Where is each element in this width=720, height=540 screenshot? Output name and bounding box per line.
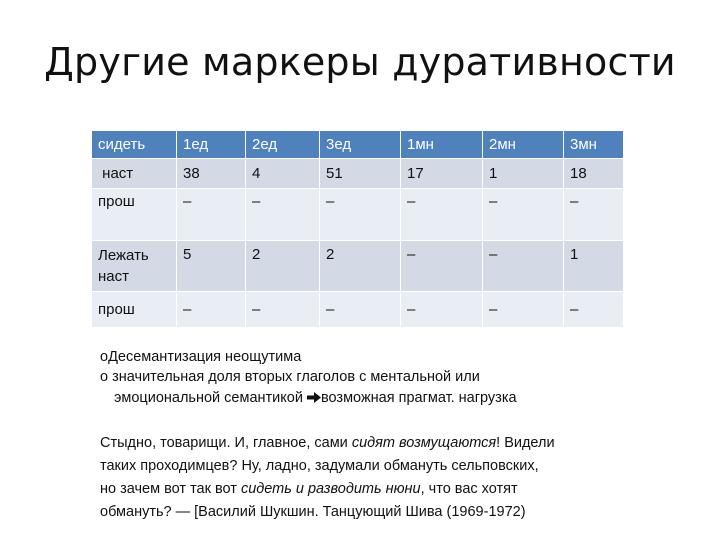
table-cell: 18 <box>564 158 624 188</box>
table-cell: 51 <box>320 158 401 188</box>
table-cell: – <box>320 291 401 327</box>
quote-emphasis: сидят возмущаются <box>351 435 497 451</box>
table-cell: прош <box>92 188 177 240</box>
table-cell: прош <box>92 291 177 327</box>
bullet-continuation <box>100 387 517 408</box>
quote-text: но зачем вот так вот <box>100 481 241 497</box>
table-header-row <box>92 131 623 158</box>
table-cell: 2 <box>246 240 320 291</box>
quote-emphasis: сидеть и разводить нюни <box>240 481 421 497</box>
table-cell: 1 <box>564 240 624 291</box>
bullet-list <box>100 347 517 408</box>
table-cell: – <box>177 188 246 240</box>
table-row <box>92 158 623 188</box>
verb-label: Лежать <box>98 246 149 264</box>
table-cell: – <box>483 291 564 327</box>
quote-text: , что вас хотят <box>420 481 518 497</box>
tense-label: наст <box>98 267 129 285</box>
quote-block <box>100 432 640 524</box>
table-cell: – <box>246 291 320 327</box>
header-cell: 3мн <box>564 131 624 158</box>
table-cell: 38 <box>177 158 246 188</box>
table-cell: наст <box>92 158 177 188</box>
table-cell: 1 <box>483 158 564 188</box>
table-cell: – <box>483 240 564 291</box>
table-row <box>92 291 623 327</box>
bullet-text: значительная доля вторых глаголов с ментальной или <box>112 369 480 385</box>
quote-line <box>100 432 640 455</box>
table-cell: – <box>401 188 483 240</box>
slide-title: Другие маркеры дуративности <box>44 40 676 84</box>
header-cell: сидеть <box>98 135 146 153</box>
conjugation-table <box>92 131 623 327</box>
table-cell: – <box>320 188 401 240</box>
header-cell: 3ед <box>320 131 401 158</box>
bullet-text: Десемантизация неощутима <box>108 349 302 365</box>
bullet-text: возможная прагмат. нагрузка <box>320 390 517 406</box>
table-cell <box>92 240 177 291</box>
table-cell: 4 <box>246 158 320 188</box>
table-cell: – <box>401 240 483 291</box>
bullet-text: эмоциональной семантикой <box>114 390 303 406</box>
right-arrow-icon <box>307 387 321 407</box>
quote-text: Стыдно, товарищи. И, главное, сами <box>100 435 352 451</box>
table-cell: – <box>401 291 483 327</box>
table-cell: – <box>483 188 564 240</box>
quote-line: таких проходимцев? Ну, ладно, задумали обмануть сельповских, <box>100 458 539 474</box>
table-cell: – <box>564 188 624 240</box>
header-cell: 2мн <box>483 131 564 158</box>
table-cell: – <box>246 188 320 240</box>
bullet-item <box>100 367 517 387</box>
bullet-marker: o <box>100 369 109 385</box>
quote-text: ! Видели <box>496 435 555 451</box>
header-cell: 1ед <box>177 131 246 158</box>
quote-line <box>100 478 640 501</box>
table-cell: 5 <box>177 240 246 291</box>
bullet-marker: o <box>100 349 109 365</box>
table-cell: 2 <box>320 240 401 291</box>
header-cell: 2ед <box>246 131 320 158</box>
bullet-item <box>100 347 517 367</box>
table-cell: 17 <box>401 158 483 188</box>
quote-line: обмануть? — [Василий Шукшин. Танцующий Шива (1969-1972) <box>100 504 526 520</box>
table-cell: – <box>564 291 624 327</box>
table-row <box>92 240 623 291</box>
header-cell: 1мн <box>401 131 483 158</box>
table-row <box>92 188 623 240</box>
table-cell: – <box>177 291 246 327</box>
